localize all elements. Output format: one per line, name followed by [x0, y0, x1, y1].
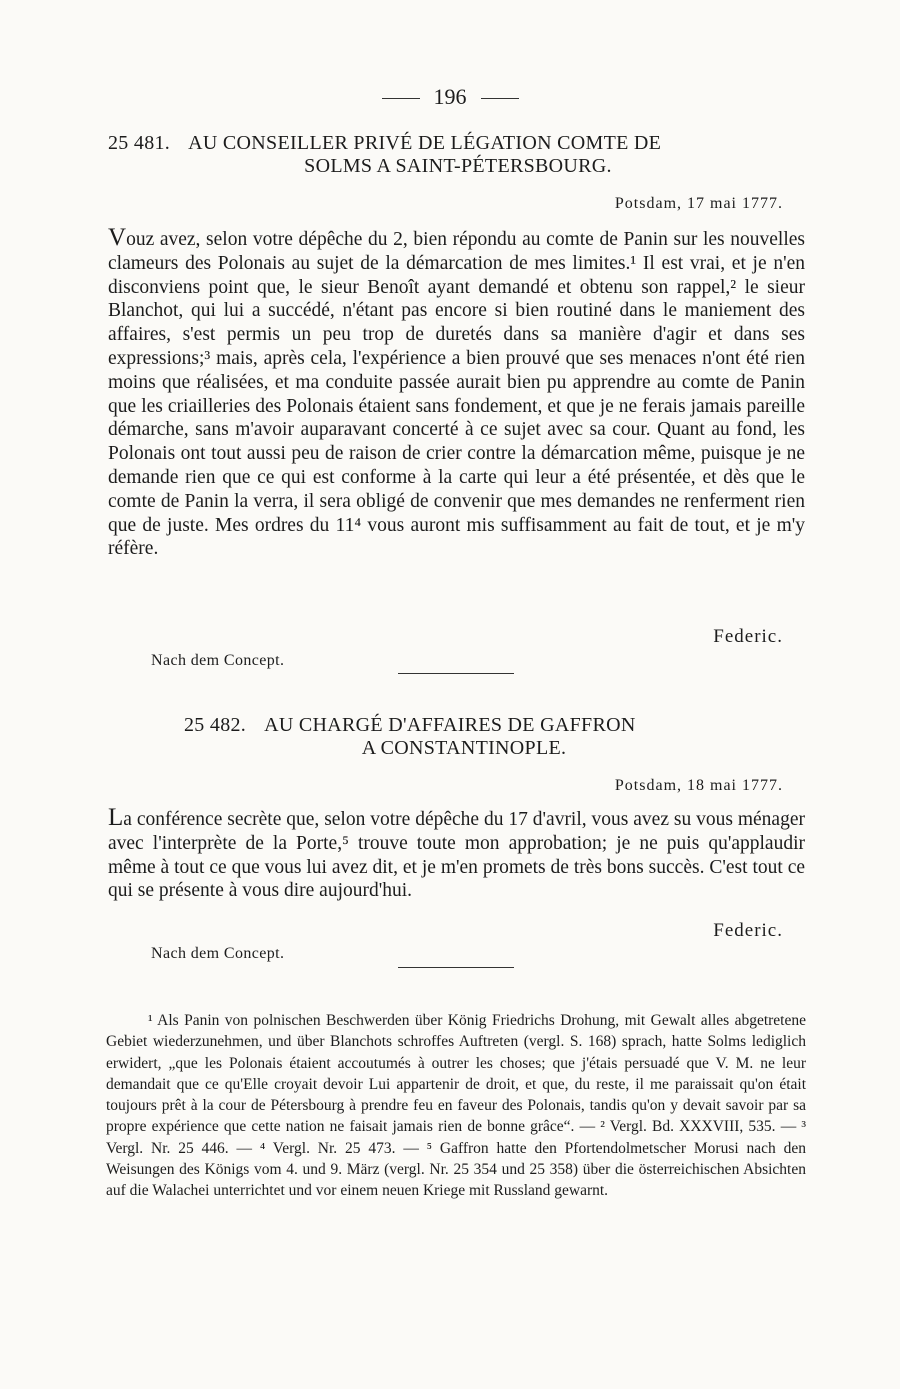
- header-dash-left: [382, 98, 420, 99]
- letter-signature: Federic.: [713, 626, 783, 647]
- letter-dateline: Potsdam, 18 mai 1777.: [614, 777, 783, 794]
- page-number: 196: [433, 84, 467, 109]
- letter-title-line1: AU CONSEILLER PRIVÉ DE LÉGATION COMTE DE: [188, 132, 662, 154]
- letter-number: 25 481.: [108, 132, 171, 154]
- letter-dateline: Potsdam, 17 mai 1777.: [614, 195, 783, 212]
- letter-title-line2: SOLMS A SAINT-PÉTERSBOURG.: [304, 155, 612, 177]
- letter-body-text: ouz avez, selon votre dépêche du 2, bien répondu au comte de Panin sur les nouvelles clameurs des Polonais au sujet de la démarcation de mes limites.¹ Il est vrai, et je n'en disconviens point que, le sieur Benoît ayant demandé et obtenu son rappel,² le sieur Blanchot, qui lui a succédé, n'étant pas encore si bien routiné dans le maniement des affaires, s'est permis un peu trop de duretés dans sa manière d'agir et dans ses expressions;³ mais, après cela, l'expérience a bien prouvé que ses menaces n'ont été rien moins que réalisées, et ma conduite passée aurait bien pu apprendre au comte de Panin que les criailleries des Polonais étaient sans fondement, et que je ne ferais jamais pareille démarche, sans m'avoir auparavant concerté à ce sujet avec sa cour. Quant au fond, les Polonais ont tout aussi peu de raison de crier contre la démarcation même, puisque je ne demande rien que ce qui est conforme à la carte qui leur a été présentée, et dès que le comte de Panin la verra, il sera obligé de convenir que mes demandes ne renferment rien que de juste. Mes ordres du 11⁴ vous auront mis suffisamment au fait de tout, et je m'y réfère.: [108, 229, 805, 560]
- page-number-header: [0, 84, 900, 110]
- footnotes: [106, 1010, 806, 1202]
- footnotes-text: ¹ Als Panin von polnischen Beschwerden über König Friedrichs Drohung, mit Gewalt alles abgetretene Gebiet wiederzunehmen, und über Blanchots schroffes Auftreten (vergl. S. 168) sprach, hatte Solms lediglich erwidert, „que les Polonais étaient accoutumés à outrer les choses; que j'étais persuadé que V. M. ne leur demandait que ce qu'Elle croyait devoir Lui appartenir de droit, et que, du reste, il me paraissait qu'on était toujours prêt à la cour de Pétersbourg à prendre feu en faveur des Polonais, tandis qu'on y devait savoir par sa propre expérience que cette nation ne faisait jamais rien de bonne grâce“. — ² Vergl. Bd. XXXVIII, 535. — ³ Vergl. Nr. 25 446. — ⁴ Vergl. Nr. 25 473. — ⁵ Gaffron hatte den Pfortendolmetscher Morusi nach den Weisungen des Königs vom 4. und 9. März (vergl. Nr. 25 354 und 25 358) über die österreichischen Absichten auf die Walachei unterrichtet und vor einem neuen Kriege mit Russland gewarnt.: [106, 1012, 806, 1200]
- letter-heading-1: [108, 132, 808, 178]
- letter-source: Nach dem Concept.: [151, 652, 285, 669]
- letter-number: 25 482.: [184, 714, 247, 736]
- letter-signature: Federic.: [713, 920, 783, 941]
- letter-title-line2: A CONSTANTINOPLE.: [361, 737, 567, 759]
- initial-letter: L: [108, 804, 124, 831]
- letter-title-line1: AU CHARGÉ D'AFFAIRES DE GAFFRON: [264, 714, 636, 736]
- letter-body-1: [108, 226, 805, 561]
- letter-heading-2: [184, 714, 744, 760]
- letter-body-2: [108, 806, 805, 903]
- letter-source: Nach dem Concept.: [151, 945, 285, 962]
- section-divider: [398, 673, 514, 674]
- initial-letter: V: [108, 224, 127, 251]
- section-divider: [398, 967, 514, 968]
- letter-body-text: a conférence secrète que, selon votre dépêche du 17 d'avril, vous avez su vous ménager avec l'interprète de la Porte,⁵ trouve toute mon approbation; je ne puis qu'applaudir même à tout ce que vous lui avez dit, et je m'en promets de très bons succès. C'est tout ce qui se présente à vous dire aujourd'hui.: [108, 809, 805, 902]
- header-dash-right: [481, 98, 519, 99]
